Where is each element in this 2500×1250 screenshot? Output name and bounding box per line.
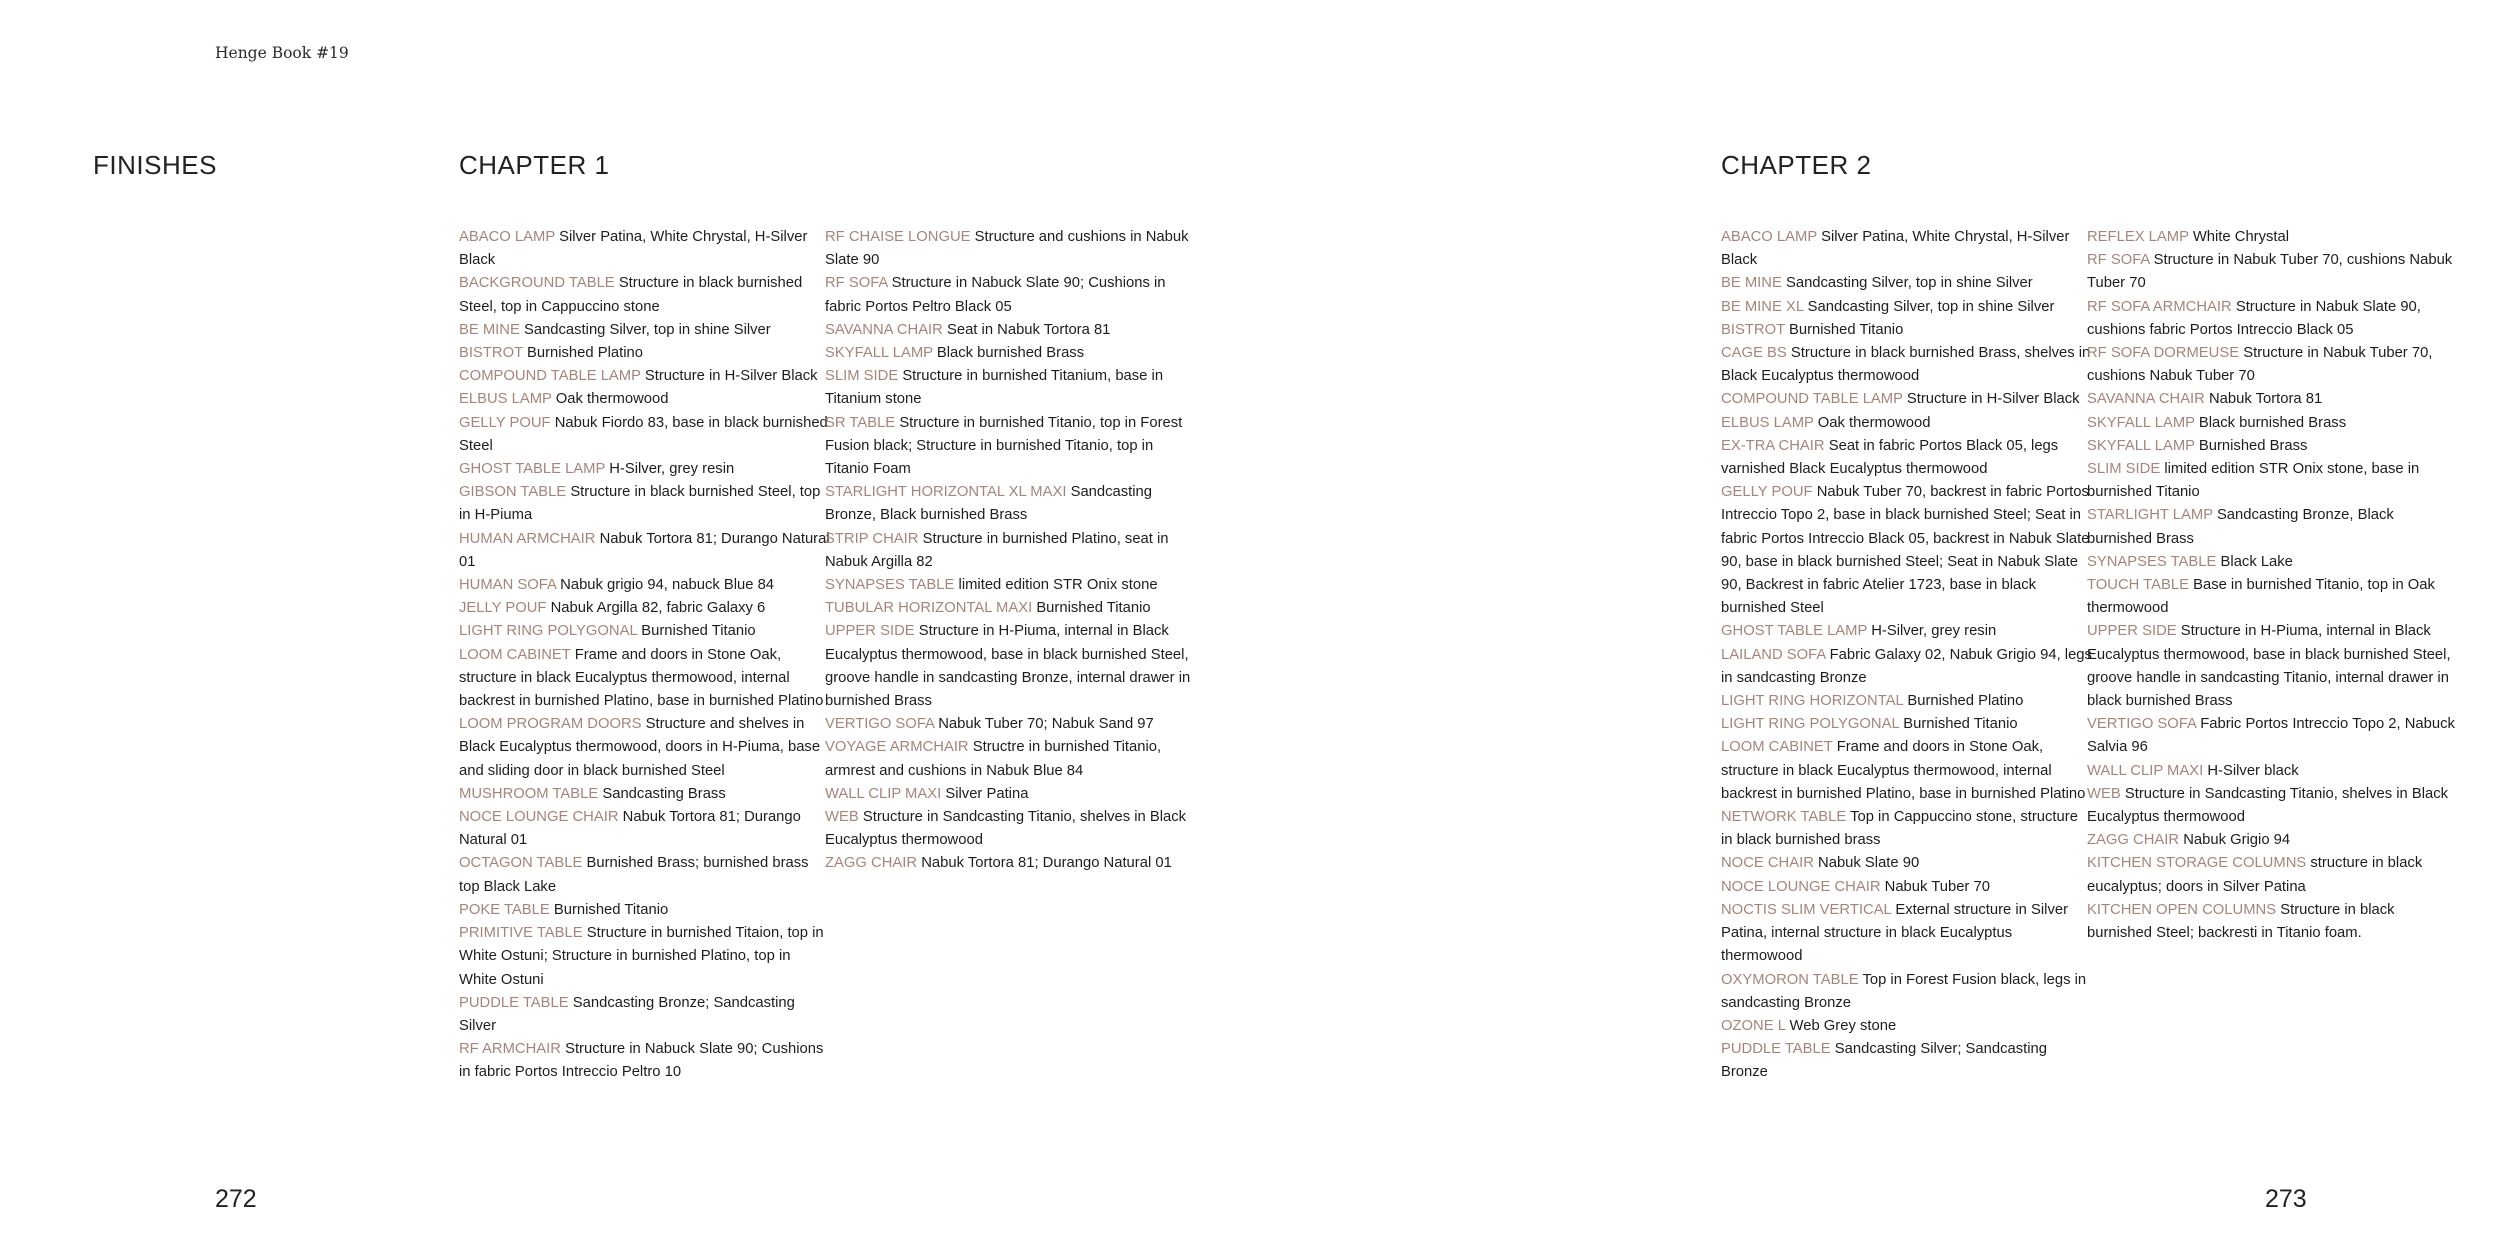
finish-description: Structure in burnished Titanio, top in Forest Fusion black; Structure in burnished Titanio, top in Titanio Foam — [825, 414, 1183, 478]
finish-description: Structure in H-Piuma, internal in Black Eucalyptus thermowood, base in black burnished Steel, groove handle in sandcasting Bronze, internal drawer in burnished Brass — [825, 623, 1191, 710]
finish-entry — [825, 319, 1197, 342]
product-name: SLIM SIDE — [825, 368, 899, 385]
finish-entry — [2087, 249, 2459, 295]
finish-entry — [2087, 342, 2459, 388]
finish-entry — [459, 272, 831, 318]
finish-description: White Chrystal — [2192, 229, 2290, 245]
finish-description: Structure in black burnished Steel; backresti in Titanio foam. — [2087, 901, 2395, 942]
product-name: OXYMORON TABLE — [1721, 971, 1859, 988]
product-name: WEB — [825, 809, 859, 826]
product-name: MUSHROOM TABLE — [459, 785, 599, 802]
finish-description: H-Silver, grey resin — [1871, 623, 1997, 640]
product-name: BE MINE — [459, 321, 520, 338]
finish-entry — [2087, 899, 2459, 945]
finish-description: Black Lake — [2220, 553, 2293, 570]
finish-entry — [1721, 342, 2093, 388]
finish-description: Oak thermowood — [1817, 414, 1931, 431]
finish-entry — [1721, 736, 2093, 806]
finish-description: Oak thermowood — [555, 391, 669, 408]
finish-description: Silver Patina — [945, 785, 1029, 802]
finish-description: Nabuk Tortora 81; Durango Natural 01 — [921, 855, 1172, 872]
product-name: STARLIGHT HORIZONTAL XL MAXI — [825, 484, 1067, 501]
chapter2-column-1 — [1721, 226, 2093, 1085]
finish-entry — [825, 574, 1197, 597]
product-name: ZAGG CHAIR — [825, 855, 918, 872]
finish-description: Structure in black burnished Steel, top in H-Piuma — [459, 484, 821, 524]
finish-description: Sandcasting Bronze, Black burnished Brass — [825, 484, 1153, 524]
product-name: LAILAND SOFA — [1721, 646, 1826, 663]
chapter1-column-2 — [825, 226, 1197, 876]
page-number-right: 273 — [2265, 1185, 2307, 1213]
product-name: PUDDLE TABLE — [459, 994, 569, 1011]
finish-description: Structure in black burnished Brass, shelves in Black Eucalyptus thermowood — [1721, 345, 2091, 385]
finish-description: Web Grey stone — [1789, 1017, 1897, 1034]
finish-entry — [1721, 388, 2093, 411]
finish-description: Sandcasting Silver, top in shine Silver — [523, 321, 771, 338]
finish-entry — [2087, 713, 2459, 759]
product-name: STRIP CHAIR — [825, 530, 919, 547]
finish-entry — [1721, 852, 2093, 875]
product-name: HUMAN ARMCHAIR — [459, 530, 596, 547]
product-name: GHOST TABLE LAMP — [459, 461, 606, 478]
finish-description: H-Silver black — [2207, 762, 2299, 779]
finish-description: Sandcasting Bronze; Sandcasting Silver — [459, 994, 795, 1034]
product-name: NETWORK TABLE — [1721, 809, 1847, 826]
product-name: JELLY POUF — [459, 600, 547, 617]
product-name: RF ARMCHAIR — [459, 1041, 561, 1058]
finish-entry — [825, 365, 1197, 411]
product-name: LOOM CABINET — [459, 646, 571, 663]
finish-entry — [2087, 226, 2459, 249]
finish-entry — [2087, 760, 2459, 783]
finish-description: Structure in H-Piuma, internal in Black Eucalyptus thermowood, base in black burnished Steel, groove handle in sandcasting Titanio, internal drawer in black burnished Brass — [2087, 623, 2451, 710]
product-name: OZONE L — [1721, 1017, 1786, 1034]
finish-entry — [1721, 435, 2093, 481]
finish-description: H-Silver, grey resin — [609, 461, 735, 478]
product-name: RF SOFA — [2087, 252, 2150, 269]
finish-entry — [2087, 852, 2459, 898]
product-name: VERTIGO SOFA — [2087, 716, 2197, 733]
finish-entry — [825, 597, 1197, 620]
product-name: BE MINE XL — [1721, 298, 1804, 315]
finish-description: Burnished Titanio — [1036, 600, 1151, 617]
product-name: VOYAGE ARMCHAIR — [825, 739, 969, 756]
running-head: Henge Book #19 — [215, 44, 349, 62]
finish-entry — [459, 597, 831, 620]
finish-entry — [1721, 876, 2093, 899]
finish-entry — [825, 736, 1197, 782]
finish-entry — [825, 852, 1197, 875]
product-name: ELBUS LAMP — [1721, 414, 1814, 431]
product-name: SKYFALL LAMP — [2087, 437, 2195, 454]
finish-entry — [2087, 435, 2459, 458]
finish-description: Nabuk Tuber 70 — [1884, 878, 1990, 895]
finish-entry — [1721, 1038, 2093, 1084]
finish-description: Structure in Nabuck Slate 90; Cushions in fabric Portos Peltro Black 05 — [825, 275, 1166, 315]
product-name: WEB — [2087, 785, 2121, 802]
finish-description: Structure in Nabuk Slate 90, cushions fabric Portos Intreccio Black 05 — [2087, 298, 2421, 338]
finish-entry — [2087, 783, 2459, 829]
finish-description: limited edition STR Onix stone — [958, 577, 1158, 594]
product-name: KITCHEN STORAGE COLUMNS — [2087, 855, 2307, 872]
finish-entry — [1721, 620, 2093, 643]
finish-description: Structure in Nabuck Slate 90; Cushions in fabric Portos Intreccio Peltro 10 — [459, 1041, 824, 1081]
finish-entry — [825, 226, 1197, 272]
product-name: PUDDLE TABLE — [1721, 1041, 1831, 1058]
product-name: STARLIGHT LAMP — [2087, 507, 2213, 524]
product-name: SYNAPSES TABLE — [825, 577, 955, 594]
finish-description: Sandcasting Silver, top in shine Silver — [1785, 275, 2033, 292]
finish-entry — [825, 412, 1197, 482]
finish-description: Nabuk Slate 90 — [1818, 855, 1920, 872]
finish-entry — [1721, 644, 2093, 690]
product-name: BACKGROUND TABLE — [459, 275, 615, 292]
finish-entry — [2087, 458, 2459, 504]
finish-description: Structure in Sandcasting Titanio, shelves in Black Eucalyptus thermowood — [825, 809, 1187, 849]
finish-entry — [459, 388, 831, 411]
finish-description: Structure in burnished Titaion, top in White Ostuni; Structure in burnished Platino, top in White Ostuni — [459, 925, 824, 988]
finish-description: Structure and shelves in Black Eucalyptus thermowood, doors in H-Piuma, base and sliding door in black burnished Steel — [459, 716, 821, 779]
finish-description: limited edition STR Onix stone, base in burnished Titanio — [2087, 461, 2420, 501]
finish-description: External structure in Silver Patina, internal structure in black Eucalyptus thermowood — [1721, 901, 2069, 965]
finish-entry — [459, 713, 831, 783]
product-name: NOCE LOUNGE CHAIR — [459, 809, 619, 826]
finish-entry — [1721, 296, 2093, 319]
product-name: BISTROT — [1721, 321, 1785, 338]
product-name: NOCTIS SLIM VERTICAL — [1721, 901, 1892, 918]
finish-description: Sandcasting Silver; Sandcasting Bronze — [1721, 1041, 2047, 1081]
finish-description: Structure in burnished Platino, seat in Nabuk Argilla 82 — [825, 530, 1169, 570]
product-name: SAVANNA CHAIR — [2087, 391, 2205, 408]
product-name: POKE TABLE — [459, 901, 550, 918]
product-name: GHOST TABLE LAMP — [1721, 623, 1868, 640]
product-name: KITCHEN OPEN COLUMNS — [2087, 901, 2277, 918]
finish-description: Burnished Titanio — [641, 623, 756, 640]
finish-description: Nabuk Tortora 81; Durango Natural 01 — [459, 809, 801, 849]
finish-description: Sandcasting Brass — [602, 785, 726, 802]
finish-entry — [2087, 388, 2459, 411]
finish-entry — [459, 620, 831, 643]
product-name: CAGE BS — [1721, 345, 1787, 362]
finish-description: Burnished Titanio — [1903, 716, 2018, 733]
finish-entry — [459, 458, 831, 481]
finish-entry — [459, 574, 831, 597]
finish-entry — [459, 342, 831, 365]
finish-entry — [459, 806, 831, 852]
product-name: ZAGG CHAIR — [2087, 832, 2180, 849]
finish-description: Burnished Titanio — [1788, 321, 1904, 338]
product-name: NOCE CHAIR — [1721, 855, 1814, 872]
finish-description: Burnished Titanio — [553, 901, 669, 918]
product-name: HUMAN SOFA — [459, 577, 557, 594]
finish-entry — [1721, 481, 2093, 620]
finish-description: Structure in burnished Titanium, base in Titanium stone — [825, 368, 1164, 408]
finish-entry — [1721, 1015, 2093, 1038]
chapter1-title: CHAPTER 1 — [459, 150, 610, 180]
finish-description: Nabuk Argilla 82, fabric Galaxy 6 — [550, 600, 766, 617]
finish-description: Burnished Platino — [526, 345, 643, 362]
finish-entry — [1721, 226, 2093, 272]
finish-entry — [2087, 412, 2459, 435]
finish-entry — [825, 481, 1197, 527]
product-name: GIBSON TABLE — [459, 484, 567, 501]
finish-description: Sandcasting Bronze, Black burnished Brass — [2087, 507, 2394, 547]
finish-entry — [459, 852, 831, 898]
finish-description: Structre in burnished Titanio, armrest and cushions in Nabuk Blue 84 — [825, 739, 1162, 779]
finish-entry — [459, 1038, 831, 1084]
finish-description: Structure in Nabuk Tuber 70, cushions Nabuk Tuber 70 — [2087, 252, 2453, 292]
finish-entry — [459, 365, 831, 388]
product-name: LIGHT RING POLYGONAL — [1721, 716, 1900, 733]
finish-description: Top in Cappuccino stone, structure in black burnished brass — [1721, 809, 2078, 849]
chapter1-column-1 — [459, 226, 831, 1085]
product-name: EX-TRA CHAIR — [1721, 437, 1825, 454]
finish-entry — [459, 992, 831, 1038]
finish-entry — [2087, 296, 2459, 342]
finish-description: Top in Forest Fusion black, legs in sandcasting Bronze — [1721, 971, 2087, 1011]
product-name: SLIM SIDE — [2087, 461, 2161, 478]
finish-description: Structure in black burnished Steel, top in Cappuccino stone — [459, 275, 803, 315]
finish-entry — [825, 783, 1197, 806]
product-name: RF CHAISE LONGUE — [825, 229, 971, 245]
finish-entry — [1721, 690, 2093, 713]
finish-description: Fabric Portos Intreccio Topo 2, Nabuck Salvia 96 — [2087, 716, 2455, 756]
finish-description: Frame and doors in Stone Oak, structure in black Eucalyptus thermowood, internal backrest in burnished Platino, base in burnished Platino — [459, 646, 824, 710]
finish-entry — [825, 713, 1197, 736]
page-number-left: 272 — [215, 1185, 257, 1213]
product-name: LIGHT RING POLYGONAL — [459, 623, 638, 640]
finish-entry — [1721, 806, 2093, 852]
product-name: RF SOFA DORMEUSE — [2087, 345, 2240, 362]
product-name: OCTAGON TABLE — [459, 855, 583, 872]
finish-entry — [1721, 412, 2093, 435]
finish-entry — [1721, 969, 2093, 1015]
finish-description: Structure in Nabuk Tuber 70, cushions Nabuk Tuber 70 — [2087, 345, 2433, 385]
product-name: BISTROT — [459, 345, 523, 362]
product-name: LOOM CABINET — [1721, 739, 1833, 756]
product-name: NOCE LOUNGE CHAIR — [1721, 878, 1881, 895]
finish-entry — [459, 481, 831, 527]
finish-entry — [459, 644, 831, 714]
product-name: LIGHT RING HORIZONTAL — [1721, 693, 1904, 710]
product-name: COMPOUND TABLE LAMP — [459, 368, 641, 385]
product-name: BE MINE — [1721, 275, 1782, 292]
finish-entry — [459, 226, 831, 272]
finish-description: Structure and cushions in Nabuk Slate 90 — [825, 229, 1189, 269]
finish-entry — [825, 528, 1197, 574]
finish-description: Nabuk grigio 94, nabuck Blue 84 — [560, 577, 775, 594]
finish-entry — [459, 899, 831, 922]
finish-description: Nabuk Tuber 70, backrest in fabric Portos Intreccio Topo 2, base in black burnished Steel; Seat in fabric Portos Intreccio Black 05, backrest in Nabuk Slate 90, base in black burnished Steel; Seat in Nabuk Slate 90, Backrest in fabric Atelier 1723, base in black burnished Steel — [1721, 484, 2090, 617]
finish-entry — [825, 620, 1197, 713]
product-name: SKYFALL LAMP — [2087, 414, 2195, 431]
finish-description: Silver Patina, White Chrystal, H-Silver Black — [459, 229, 808, 269]
finish-description: Black burnished Brass — [936, 345, 1085, 362]
product-name: REFLEX LAMP — [2087, 229, 2189, 245]
finish-description: Structure in Sandcasting Titanio, shelves in Black Eucalyptus thermowood — [2087, 785, 2449, 826]
product-name: ABACO LAMP — [1721, 229, 1817, 245]
finish-entry — [459, 528, 831, 574]
product-name: SR TABLE — [825, 414, 896, 431]
finish-entry — [825, 806, 1197, 852]
product-name: WALL CLIP MAXI — [825, 785, 942, 802]
finish-description: Burnished Brass — [2198, 437, 2308, 454]
finish-entry — [825, 272, 1197, 318]
product-name: WALL CLIP MAXI — [2087, 762, 2204, 779]
product-name: RF SOFA — [825, 275, 888, 292]
product-name: VERTIGO SOFA — [825, 716, 935, 733]
finish-entry — [459, 922, 831, 992]
finish-entry — [1721, 899, 2093, 969]
finish-entry — [1721, 713, 2093, 736]
finish-entry — [459, 412, 831, 458]
finish-description: Frame and doors in Stone Oak, structure in black Eucalyptus thermowood, internal backrest in burnished Platino, base in burnished Platino — [1721, 739, 2086, 802]
product-name: ABACO LAMP — [459, 229, 555, 245]
product-name: PRIMITIVE TABLE — [459, 925, 583, 942]
finish-description: Base in burnished Titanio, top in Oak thermowood — [2087, 577, 2435, 617]
product-name: SYNAPSES TABLE — [2087, 553, 2217, 570]
finish-entry — [1721, 272, 2093, 295]
chapter2-title: CHAPTER 2 — [1721, 150, 1872, 180]
finish-entry — [2087, 829, 2459, 852]
product-name: SAVANNA CHAIR — [825, 321, 943, 338]
product-name: COMPOUND TABLE LAMP — [1721, 391, 1903, 408]
product-name: RF SOFA ARMCHAIR — [2087, 298, 2232, 315]
product-name: ELBUS LAMP — [459, 391, 552, 408]
product-name: UPPER SIDE — [825, 623, 915, 640]
finish-description: Silver Patina, White Chrystal, H-Silver Black — [1721, 229, 2070, 269]
finish-description: Seat in Nabuk Tortora 81 — [946, 321, 1111, 338]
finish-description: Burnished Platino — [1907, 693, 2024, 710]
product-name: GELLY POUF — [1721, 484, 1813, 501]
finish-description: Seat in fabric Portos Black 05, legs varnished Black Eucalyptus thermowood — [1721, 437, 2059, 478]
finish-description: Nabuk Tuber 70; Nabuk Sand 97 — [938, 716, 1154, 733]
finish-entry — [2087, 620, 2459, 713]
finish-description: Burnished Brass; burnished brass top Black Lake — [459, 855, 809, 895]
finish-description: structure in black eucalyptus; doors in Silver Patina — [2087, 855, 2423, 895]
finish-entry — [1721, 319, 2093, 342]
chapter2-column-2 — [2087, 226, 2459, 945]
finish-description: Nabuk Fiordo 83, base in black burnished Steel — [459, 414, 828, 454]
finish-description: Nabuk Tortora 81; Durango Natural 01 — [459, 530, 830, 570]
finish-entry — [825, 342, 1197, 365]
product-name: SKYFALL LAMP — [825, 345, 933, 362]
product-name: GELLY POUF — [459, 414, 551, 431]
finish-entry — [2087, 551, 2459, 574]
finish-description: Nabuk Grigio 94 — [2183, 832, 2291, 849]
finish-description: Structure in H-Silver Black — [644, 368, 818, 385]
finish-entry — [2087, 504, 2459, 550]
product-name: LOOM PROGRAM DOORS — [459, 716, 642, 733]
product-name: TOUCH TABLE — [2087, 577, 2189, 594]
finish-description: Fabric Galaxy 02, Nabuk Grigio 94, legs in sandcasting Bronze — [1721, 646, 2092, 686]
finish-entry — [459, 783, 831, 806]
product-name: TUBULAR HORIZONTAL MAXI — [825, 600, 1033, 617]
finishes-title: FINISHES — [93, 150, 217, 180]
finish-description: Structure in H-Silver Black — [1906, 391, 2080, 408]
finish-description: Black burnished Brass — [2198, 414, 2347, 431]
finish-description: Nabuk Tortora 81 — [2208, 391, 2323, 408]
finish-description: Sandcasting Silver, top in shine Silver — [1807, 298, 2055, 315]
finish-entry — [459, 319, 831, 342]
finish-entry — [2087, 574, 2459, 620]
product-name: UPPER SIDE — [2087, 623, 2177, 640]
